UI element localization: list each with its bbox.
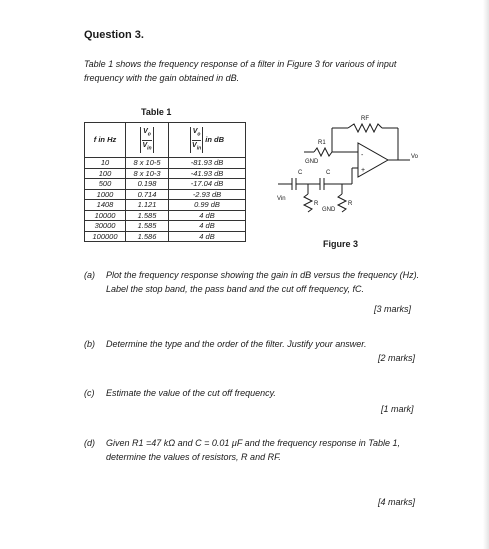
label-c1: C bbox=[298, 170, 303, 176]
table-row bbox=[85, 158, 246, 169]
label-plus: + bbox=[361, 167, 366, 174]
label-r1: R1 bbox=[318, 140, 326, 146]
part-marks: [2 marks] bbox=[378, 353, 416, 363]
rf-resistor bbox=[348, 124, 382, 132]
r-right-resistor bbox=[338, 194, 346, 212]
label-gnd-top: GND bbox=[305, 159, 319, 165]
table-cell-db: -2.93 dB bbox=[169, 189, 246, 200]
part-letter: (d) bbox=[84, 438, 95, 448]
label-vin: Vin bbox=[277, 196, 286, 202]
table-cell-ratio: 1.121 bbox=[126, 200, 169, 211]
table-cell-ratio: 0.198 bbox=[126, 179, 169, 190]
part-letter: (c) bbox=[84, 388, 95, 398]
part-text: Given R1 =47 kΩ and C = 0.01 μF and the frequency response in Table 1, determine the values of resistors, R and RF. bbox=[106, 438, 400, 462]
label-minus: - bbox=[361, 152, 364, 159]
table-cell-ratio: 1.585 bbox=[126, 221, 169, 232]
header-frequency: f in Hz bbox=[85, 123, 126, 158]
table-cell-f: 100 bbox=[85, 168, 126, 179]
page-edge-shadow bbox=[483, 0, 489, 549]
table-cell-f: 10 bbox=[85, 158, 126, 169]
table-row bbox=[85, 231, 246, 242]
r-left-resistor bbox=[304, 194, 312, 212]
intro-paragraph: Table 1 shows the frequency response of a filter in Figure 3 for various of input frequency with the gain obtained in dB. bbox=[84, 59, 397, 83]
table-cell-db: 4 dB bbox=[169, 210, 246, 221]
part-marks: [3 marks] bbox=[374, 304, 412, 314]
table-row bbox=[85, 168, 246, 179]
label-vo: Vo bbox=[411, 154, 419, 160]
table-row bbox=[85, 210, 246, 221]
part-marks: [4 marks] bbox=[378, 497, 416, 507]
filter-circuit-diagram bbox=[270, 110, 420, 235]
table-cell-f: 10000 bbox=[85, 210, 126, 221]
table-cell-f: 500 bbox=[85, 179, 126, 190]
table-row bbox=[85, 179, 246, 190]
header-gain-db: $\frac{V_o}{V_{in}}$ in dB bbox=[169, 123, 246, 158]
table-row bbox=[85, 221, 246, 232]
table-cell-f: 100000 bbox=[85, 231, 126, 242]
table-cell-f: 1000 bbox=[85, 189, 126, 200]
table-cell-f: 1408 bbox=[85, 200, 126, 211]
label-rf: RF bbox=[361, 116, 369, 122]
table-cell-f: 30000 bbox=[85, 221, 126, 232]
question-title: Question 3. bbox=[84, 29, 144, 41]
label-gnd-bottom: GND bbox=[322, 207, 336, 213]
label-r-left: R bbox=[314, 201, 319, 207]
table-cell-ratio: 1.586 bbox=[126, 231, 169, 242]
table-row bbox=[85, 200, 246, 211]
table-row bbox=[85, 189, 246, 200]
r1-resistor bbox=[314, 148, 332, 156]
part-text: Determine the type and the order of the filter. Justify your answer. bbox=[106, 339, 367, 349]
table-cell-db: -17.04 dB bbox=[169, 179, 246, 190]
label-c2: C bbox=[326, 170, 331, 176]
table-cell-db: 4 dB bbox=[169, 221, 246, 232]
table-cell-db: -41.93 dB bbox=[169, 168, 246, 179]
label-r-right: R bbox=[348, 201, 353, 207]
table-cell-db: -81.93 dB bbox=[169, 158, 246, 169]
table-cell-ratio: 8 x 10-5 bbox=[126, 158, 169, 169]
table-title: Table 1 bbox=[141, 107, 172, 117]
frequency-table bbox=[84, 122, 246, 242]
part-marks: [1 mark] bbox=[381, 404, 414, 414]
header-gain-ratio: $\frac{V_o}{V_{in}}$ bbox=[126, 123, 169, 158]
table-cell-ratio: 0.714 bbox=[126, 189, 169, 200]
figure-caption: Figure 3 bbox=[323, 239, 359, 249]
part-text: Plot the frequency response showing the gain in dB versus the frequency (Hz). Label the stop band, the pass band and the cut off frequency, fC. bbox=[106, 270, 420, 294]
part-letter: (a) bbox=[84, 270, 95, 280]
part-letter: (b) bbox=[84, 339, 95, 349]
header-gain-db-suffix: in dB bbox=[205, 134, 224, 144]
table-cell-db: 0.99 dB bbox=[169, 200, 246, 211]
table-cell-ratio: 1.585 bbox=[126, 210, 169, 221]
part-text: Estimate the value of the cut off frequency. bbox=[106, 388, 276, 398]
table-cell-ratio: 8 x 10-3 bbox=[126, 168, 169, 179]
table-cell-db: 4 dB bbox=[169, 231, 246, 242]
